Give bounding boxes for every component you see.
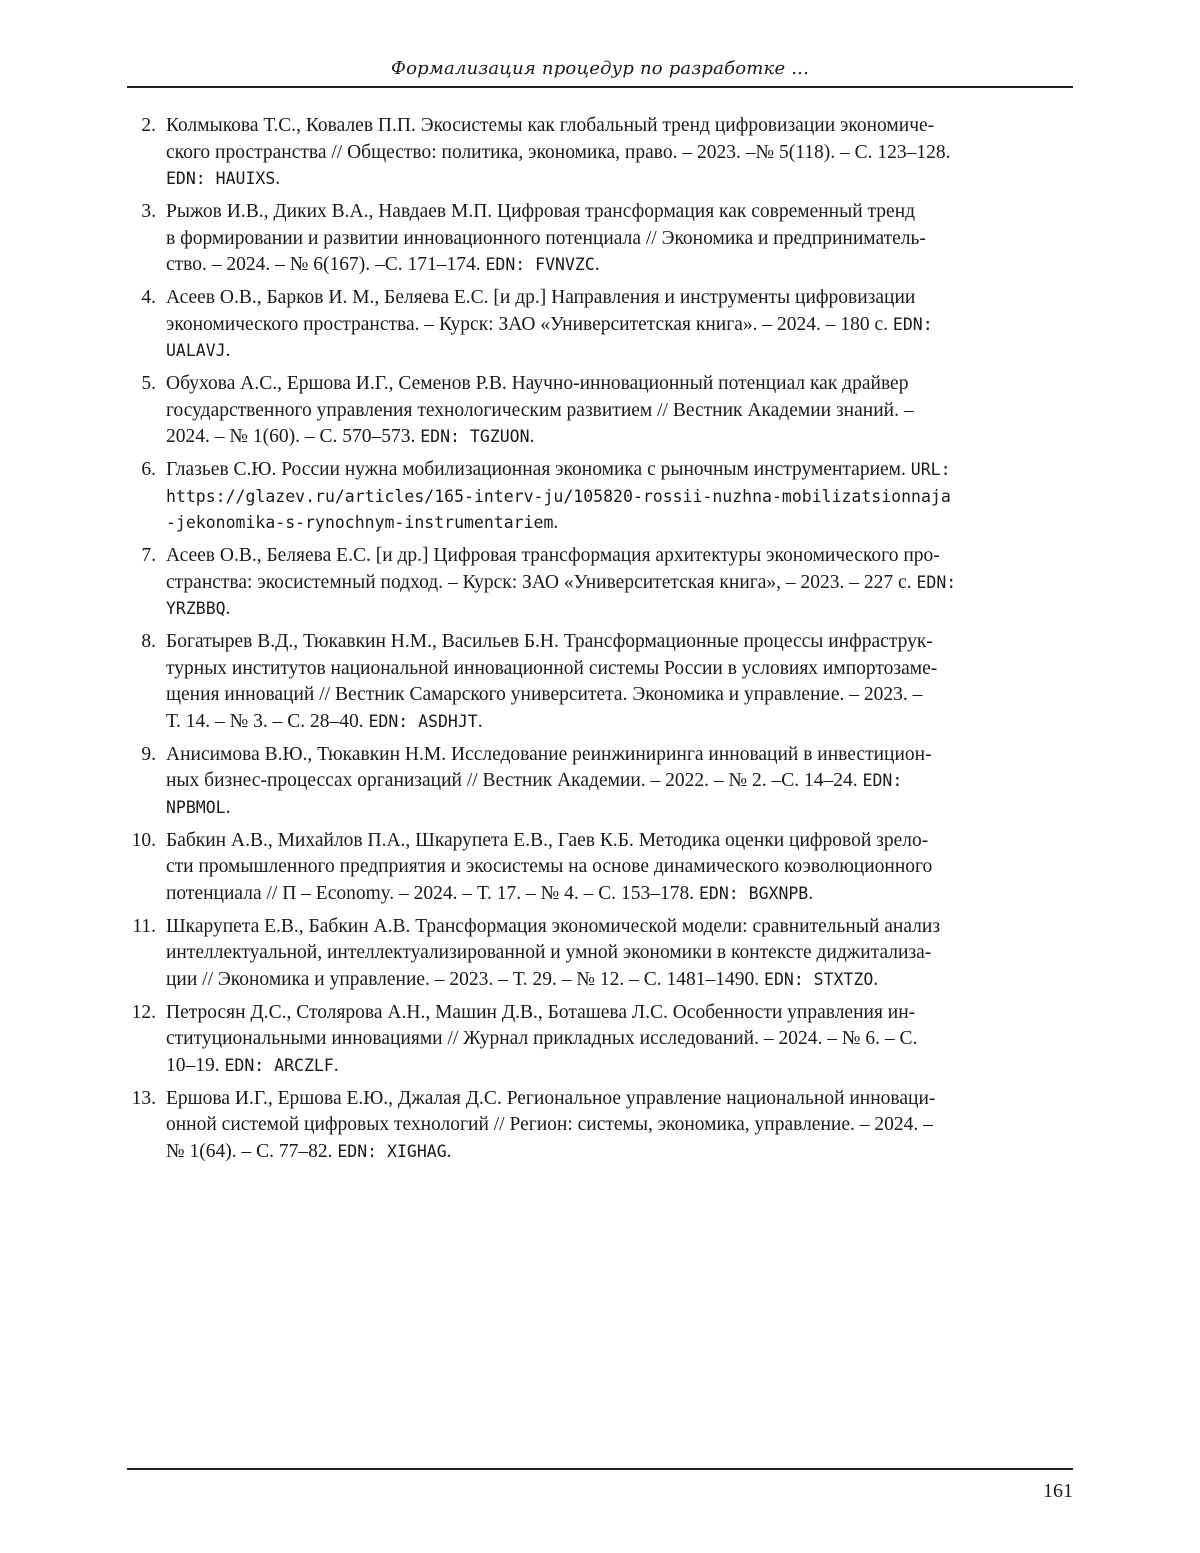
reference-line-text: Асеев О.В., Беляева Е.С. [и др.] Цифровая трансформация архитектуры экономического про- (166, 545, 940, 566)
reference-item (127, 742, 1073, 822)
reference-line-text: Асеев О.В., Барков И. М., Беляева Е.С. [и др.] Направления и инструменты цифровизации (166, 287, 916, 308)
reference-item (127, 1000, 1073, 1080)
reference-line-text: экономического пространства. – Курск: ЗАО «Университетская книга». – 2024. – 180 с. (166, 313, 893, 335)
reference-url[interactable]: https://glazev.ru/articles/165-interv-ju/105820-rossii-nuzhna-mobilizatsionnaja (166, 486, 951, 506)
reference-identifier: EDN: STXTZO (764, 969, 874, 989)
header-rule (127, 86, 1073, 88)
reference-text (166, 115, 950, 189)
reference-identifier: EDN: (916, 572, 957, 592)
reference-punctuation: . (529, 426, 535, 447)
reference-line-text: интеллектуальной, интеллектуализированной и умной экономики в контексте диджитализа- (166, 942, 932, 963)
reference-number: 12. (131, 1001, 156, 1023)
reference-identifier: URL: (910, 460, 951, 479)
reference-punctuation: . (553, 512, 559, 533)
reference-line-text: Рыжов И.В., Диких В.А., Навдаев М.П. Цифровая трансформация как современный тренд (166, 201, 916, 222)
reference-item (127, 457, 1073, 537)
reference-number: 7. (141, 545, 156, 566)
reference-text (166, 545, 956, 619)
reference-text (166, 631, 937, 732)
reference-identifier: UALAVJ (166, 341, 226, 360)
reference-number: 9. (141, 743, 156, 765)
reference-line-text: ституциональными инновациями // Журнал прикладных исследований. – 2024. – № 6. – С. (166, 1028, 918, 1049)
reference-item (127, 914, 1073, 994)
footer-rule (127, 1468, 1073, 1470)
reference-punctuation: . (477, 710, 483, 732)
reference-line-text: Обухова А.С., Ершова И.Г., Семенов Р.В. Научно-инновационный потенциал как драйвер (166, 373, 909, 394)
reference-identifier: YRZBBQ (166, 599, 226, 618)
reference-line-text: Глазьев С.Ю. России нужна мобилизационная экономика с рыночным инструментарием. (166, 459, 911, 480)
reference-line-text: ции // Экономика и управление. – 2023. – Т. 29. – № 12. – С. 1481–1490. (166, 968, 765, 990)
reference-line-text: Анисимова В.Ю., Тюкавкин Н.М. Исследование реинжиниринга инноваций в инвестицион- (166, 743, 932, 765)
reference-item (127, 543, 1073, 623)
reference-line-text: № 1(64). – С. 77–82. (166, 1140, 338, 1162)
reference-identifier: EDN: ASDHJT (368, 711, 478, 731)
reference-line-text: в формировании и развитии инновационного потенциала // Экономика и предприниматель- (166, 227, 926, 249)
reference-punctuation: . (225, 598, 231, 619)
reference-item (127, 371, 1073, 451)
reference-number: 6. (141, 459, 156, 480)
reference-line-text: ского пространства // Общество: политика, экономика, право. – 2023. –№ 5(118). – С. 123–128. (166, 141, 951, 163)
reference-line-text: ных бизнес-процессах организаций // Вестник Академии. – 2022. – № 2. –С. 14–24. (166, 770, 863, 791)
reference-number: 11. (132, 915, 156, 937)
reference-punctuation: . (333, 1054, 339, 1076)
reference-text (166, 373, 914, 447)
reference-text (166, 830, 932, 904)
reference-item (127, 113, 1073, 193)
reference-punctuation: . (275, 168, 281, 189)
reference-punctuation: . (225, 796, 231, 818)
reference-punctuation: . (808, 882, 814, 904)
reference-line-text: странства: экосистемный подход. – Курск: ЗАО «Университетская книга», – 2023. – 227 с. (166, 571, 917, 593)
reference-text (166, 459, 951, 533)
reference-identifier: EDN: FVNVZC (485, 255, 595, 274)
reference-identifier: EDN: TGZUON (420, 427, 530, 446)
reference-identifier: EDN: ARCZLF (224, 1055, 334, 1075)
reference-punctuation: . (594, 254, 600, 275)
reference-item (127, 199, 1073, 279)
page-number: 161 (1043, 1480, 1073, 1502)
reference-identifier: EDN: (892, 314, 933, 334)
reference-number: 2. (141, 115, 156, 136)
reference-number: 3. (141, 201, 156, 222)
reference-identifier: EDN: XIGHAG (337, 1141, 447, 1161)
reference-item (127, 1086, 1073, 1166)
reference-item (127, 285, 1073, 365)
reference-line-text: Т. 14. – № 3. – С. 28–40. (166, 710, 369, 732)
reference-line-text: Ершова И.Г., Ершова Е.Ю., Джалая Д.С. Региональное управление национальной инноваци- (166, 1087, 936, 1109)
reference-identifier: EDN: (862, 771, 903, 790)
reference-url[interactable]: -jekonomika-s-rynochnym-instrumentariem (166, 513, 554, 532)
reference-line-text: сти промышленного предприятия и экосистемы на основе динамического коэволюционного (166, 856, 933, 877)
reference-number: 10. (131, 829, 156, 851)
reference-number: 13. (131, 1087, 156, 1109)
reference-item (127, 629, 1073, 735)
reference-number: 8. (141, 631, 156, 652)
reference-text (166, 916, 940, 990)
reference-identifier: EDN: HAUIXS (166, 169, 276, 188)
reference-number: 4. (141, 287, 156, 308)
reference-list (127, 113, 1073, 1172)
reference-identifier: NPBMOL (166, 797, 226, 817)
reference-text (166, 287, 933, 361)
reference-line-text: ство. – 2024. – № 6(167). –С. 171–174. (166, 254, 486, 275)
reference-text (166, 744, 932, 818)
reference-item (127, 828, 1073, 908)
reference-line-text: онной системой цифровых технологий // Регион: системы, экономика, управление. – 2024. – (166, 1114, 933, 1135)
reference-line-text: Богатырев В.Д., Тюкавкин Н.М., Васильев Б.Н. Трансформационные процессы инфраструк- (166, 631, 933, 652)
reference-punctuation: . (873, 968, 879, 990)
reference-line-text: турных институтов национальной инновационной системы России в условиях импортозаме- (166, 657, 938, 679)
reference-line-text: потенциала // П – Economy. – 2024. – Т. 17. – № 4. – С. 153–178. (166, 882, 699, 904)
reference-number: 5. (141, 373, 156, 394)
reference-line-text: Шкарупета Е.В., Бабкин А.В. Трансформация экономической модели: сравнительный анализ (166, 915, 941, 937)
reference-punctuation: . (446, 1140, 452, 1162)
reference-text (166, 201, 926, 275)
reference-line-text: 10–19. (166, 1054, 225, 1076)
reference-line-text: 2024. – № 1(60). – С. 570–573. (166, 426, 421, 447)
reference-line-text: Петросян Д.С., Столярова А.Н., Машин Д.В., Боташева Л.С. Особенности управления ин- (166, 1001, 916, 1023)
reference-identifier: EDN: BGXNPB (698, 883, 809, 903)
reference-line-text: Колмыкова Т.С., Ковалев П.П. Экосистемы как глобальный тренд цифровизации экономиче- (166, 115, 935, 136)
reference-text (166, 1002, 917, 1076)
reference-text (166, 1088, 935, 1162)
reference-line-text: государственного управления технологическим развитием // Вестник Академии знаний. – (166, 399, 914, 421)
reference-line-text: Бабкин А.В., Михайлов П.А., Шкарупета Е.В., Гаев К.Б. Методика оценки цифровой зрело- (166, 829, 929, 851)
running-head: Формализация процедур по разработке ... (390, 58, 810, 79)
reference-punctuation: . (225, 340, 231, 361)
reference-line-text: щения инноваций // Вестник Самарского университета. Экономика и управление. – 2023. – (166, 684, 923, 705)
